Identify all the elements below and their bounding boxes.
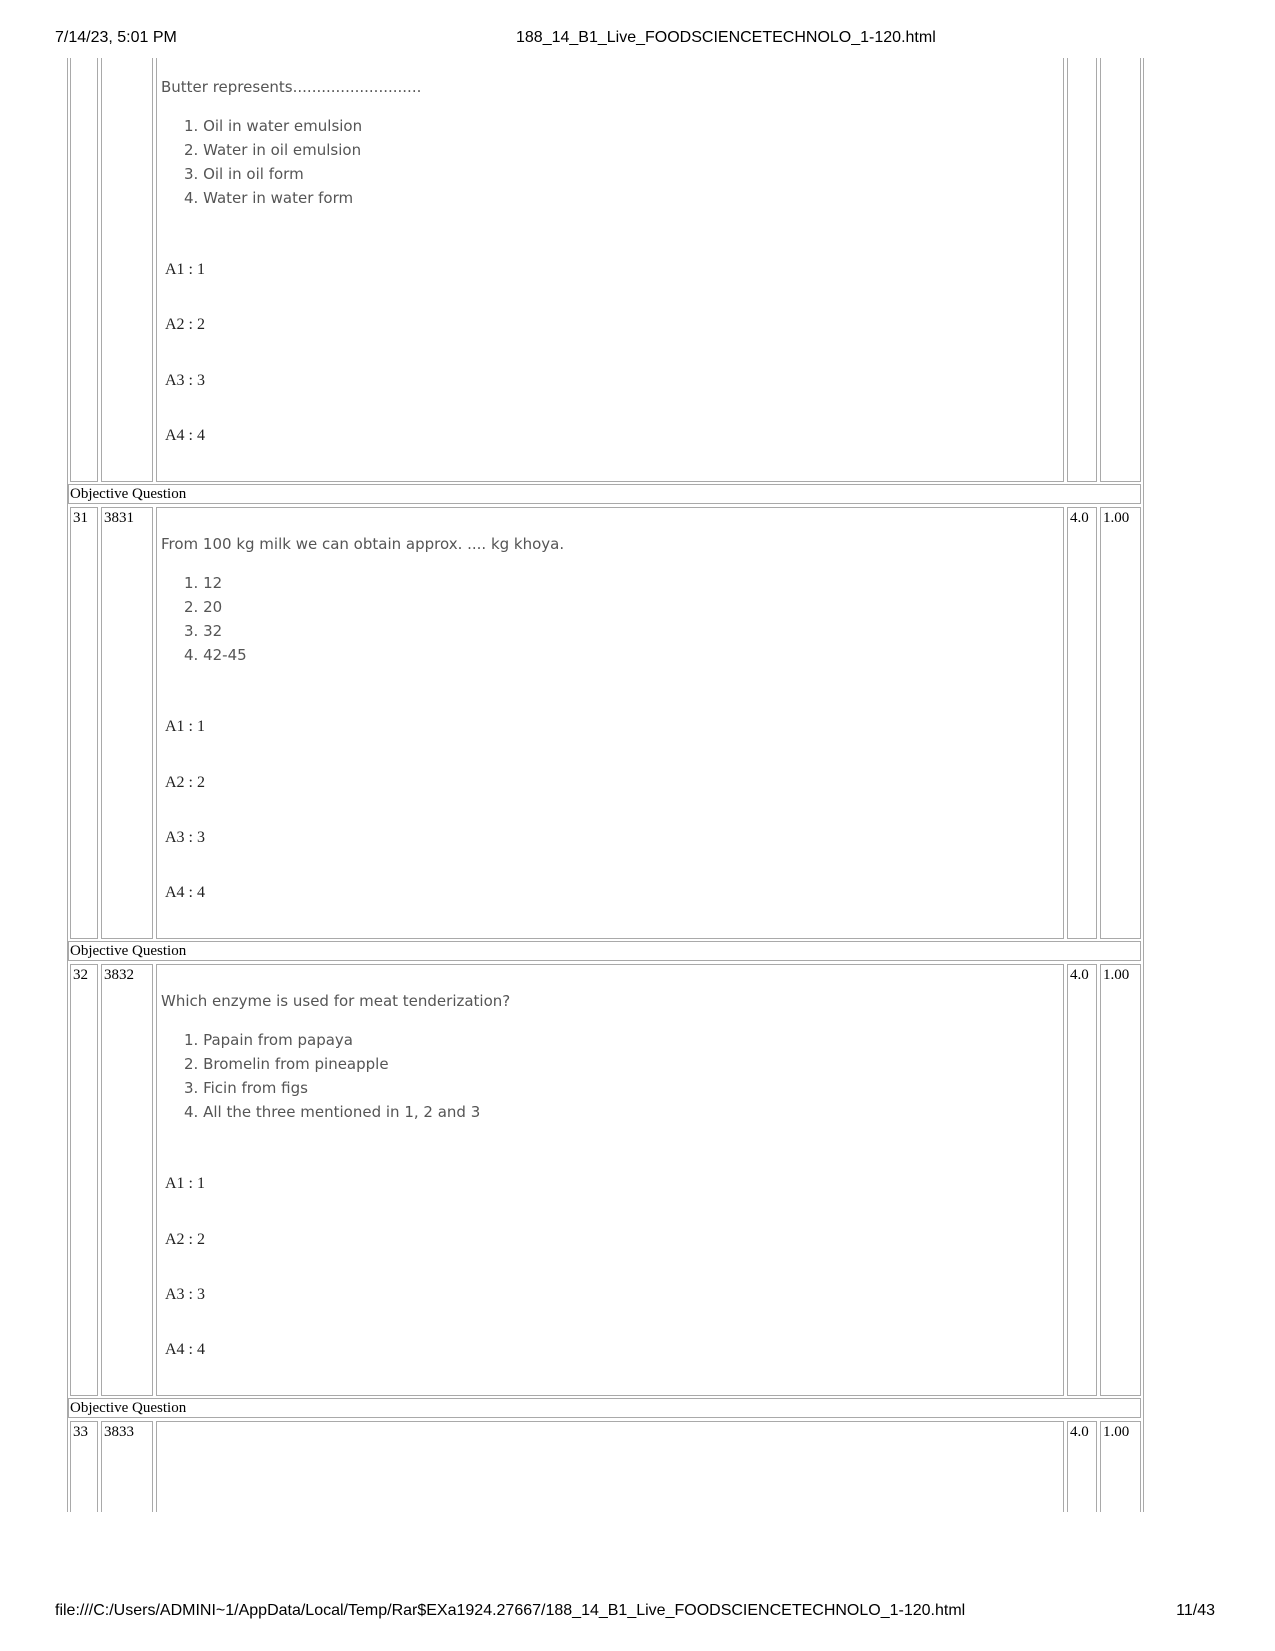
q32-answer-1: A1 : 1 xyxy=(165,1175,205,1192)
section-label-row xyxy=(68,1398,1141,1418)
print-datetime: 7/14/23, 5:01 PM xyxy=(55,29,177,46)
q32-negative-marks: 1.00 xyxy=(1103,967,1130,983)
q31-serial-number: 31 xyxy=(73,510,88,526)
q31-question-cell xyxy=(156,507,1064,939)
q31-question-id: 3831 xyxy=(104,510,134,526)
q32-answer-4: A4 : 4 xyxy=(165,1341,205,1358)
print-page-number: 11/43 xyxy=(1176,1602,1215,1619)
q33-question-cell xyxy=(156,1421,1064,1512)
q32-option-4: 4. All the three mentioned in 1, 2 and 3 xyxy=(184,1103,481,1121)
q31-marks-cell xyxy=(1067,507,1097,939)
q30-option-4: 4. Water in water form xyxy=(184,189,354,207)
q30-answer-3: A3 : 3 xyxy=(165,372,205,389)
q32-sno-cell xyxy=(70,964,98,1396)
section-label: Objective Question xyxy=(70,486,187,502)
q31-option-1: 1. 12 xyxy=(184,574,223,592)
q31-answer-4: A4 : 4 xyxy=(165,884,205,901)
q30-sno-cell xyxy=(70,58,98,482)
q32-marks-cell xyxy=(1067,964,1097,1396)
print-file-path: file:///C:/Users/ADMINI~1/AppData/Local/Temp/Rar$EXa1924.27667/188_14_B1_Live_FOODSCIENCETECHNOLO_1-120.html xyxy=(55,1602,966,1619)
section-label-row xyxy=(68,484,1141,504)
q31-qid-cell xyxy=(101,507,153,939)
section-label: Objective Question xyxy=(70,1400,187,1416)
q32-qid-cell xyxy=(101,964,153,1396)
q31-answer-1: A1 : 1 xyxy=(165,718,205,735)
q32-answer-2: A2 : 2 xyxy=(165,1231,205,1248)
q30-option-2: 2. Water in oil emulsion xyxy=(184,141,362,159)
q33-marks: 4.0 xyxy=(1070,1424,1089,1440)
q33-negative-marks: 1.00 xyxy=(1103,1424,1130,1440)
q30-neg-cell xyxy=(1100,58,1141,482)
q31-marks: 4.0 xyxy=(1070,510,1089,526)
q30-marks-cell xyxy=(1067,58,1097,482)
q33-serial-number: 33 xyxy=(73,1424,88,1440)
q32-neg-cell xyxy=(1100,964,1141,1396)
q30-question-text: Butter represents........................... xyxy=(161,78,422,96)
q31-neg-cell xyxy=(1100,507,1141,939)
print-title: 188_14_B1_Live_FOODSCIENCETECHNOLO_1-120.html xyxy=(516,29,936,46)
q31-answer-3: A3 : 3 xyxy=(165,829,205,846)
q31-negative-marks: 1.00 xyxy=(1103,510,1130,526)
section-label-row xyxy=(68,941,1141,961)
q32-marks: 4.0 xyxy=(1070,967,1089,983)
q30-qid-cell xyxy=(101,58,153,482)
q32-question-text: Which enzyme is used for meat tenderization? xyxy=(161,992,511,1010)
q30-answer-2: A2 : 2 xyxy=(165,316,205,333)
section-label: Objective Question xyxy=(70,943,187,959)
print-header xyxy=(0,29,1275,53)
q31-option-2: 2. 20 xyxy=(184,598,223,616)
q30-answer-1: A1 : 1 xyxy=(165,261,205,278)
q33-question-id: 3833 xyxy=(104,1424,134,1440)
q32-option-2: 2. Bromelin from pineapple xyxy=(184,1055,389,1073)
q31-question-text: From 100 kg milk we can obtain approx. .... kg khoya. xyxy=(161,535,565,553)
q31-option-4: 4. 42-45 xyxy=(184,646,247,664)
q32-serial-number: 32 xyxy=(73,967,88,983)
q30-option-1: 1. Oil in water emulsion xyxy=(184,117,363,135)
print-footer xyxy=(0,1602,1275,1626)
q31-option-3: 3. 32 xyxy=(184,622,223,640)
q31-answer-2: A2 : 2 xyxy=(165,774,205,791)
q30-answer-4: A4 : 4 xyxy=(165,427,205,444)
q32-answer-3: A3 : 3 xyxy=(165,1286,205,1303)
q32-option-1: 1. Papain from papaya xyxy=(184,1031,353,1049)
q30-option-3: 3. Oil in oil form xyxy=(184,165,304,183)
q31-sno-cell xyxy=(70,507,98,939)
q32-option-3: 3. Ficin from figs xyxy=(184,1079,308,1097)
q32-question-id: 3832 xyxy=(104,967,134,983)
